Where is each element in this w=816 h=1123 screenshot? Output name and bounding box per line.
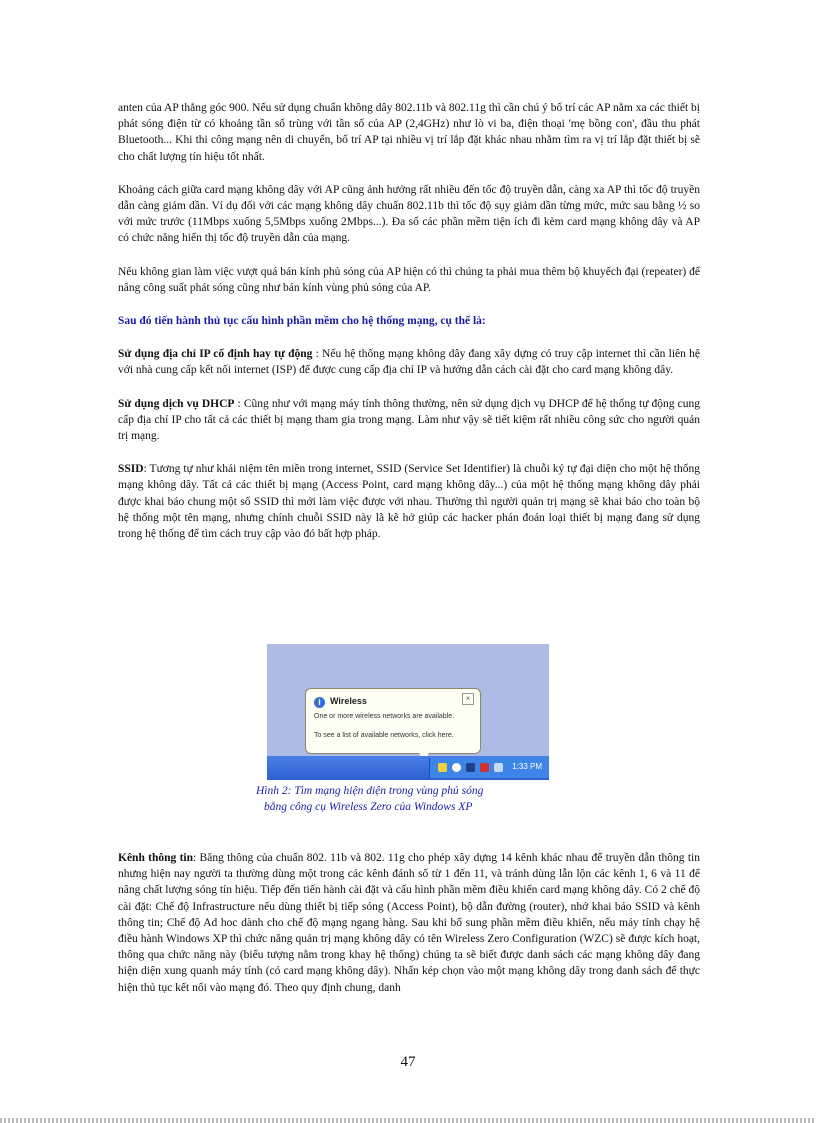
term-channel: Kênh thông tin — [118, 852, 194, 864]
wireless-notification-bubble[interactable] — [305, 688, 481, 754]
bubble-link[interactable]: To see a list of available networks, click here. — [314, 732, 454, 739]
paragraph-repeater: Nếu không gian làm việc vượt quá bán kính phủ sóng của AP hiện có thì chúng ta phải mua thêm bộ khuyếch đại (repeater) để nâng công suất phát sóng cũng như bán kính vùng phủ sóng của AP. — [118, 265, 700, 294]
taskbar-clock: 1:33 PM — [512, 762, 542, 771]
network-icon[interactable] — [452, 763, 461, 772]
paragraph-dhcp-text: : Cũng như với mạng máy tính thông thường, nên sử dụng dịch vụ DHCP để hệ thống tự động cung cấp địa chỉ IP cho tất cả các thiết bị mạng tham gia trong mạng. Làm như vậy sẽ tiết kiệm rất nhiều công sức cho người quản trị mạng. — [118, 397, 700, 443]
bubble-message: One or more wireless networks are available. — [314, 713, 455, 720]
info-icon: i — [314, 697, 325, 708]
wireless-network-icon[interactable] — [466, 763, 475, 772]
footer-rule — [0, 1118, 816, 1123]
caption-line-1: Hình 2: Tìm mạng hiện diện trong vùng phủ sóng — [256, 785, 484, 797]
close-icon[interactable]: × — [462, 693, 474, 705]
term-ssid: SSID — [118, 463, 144, 476]
bubble-title: Wireless — [330, 696, 367, 706]
paragraph-channel-text: : Băng thông của chuẩn 802. 11b và 802. 11g cho phép xây dựng 14 kênh khác nhau để truyền dẫn thông tin nhưng hiện nay người ta thường dùng một trong các kênh đánh số từ 1 đến 11, và tránh dùng lẫn lộn các kênh 1, 6 và 11 để nâng chất lượng sóng tín hiệu. Tiếp đến tiến hành cài đặt và cấu hình phần mềm điều khiển card mạng không dây. Có 2 chế độ cài đặt: Chế độ Infrastructure nếu dùng thiết bị tiếp sóng (Access Point), bộ dẫn đường (router), nhớ khai báo SSID và kênh thông tin; Chế độ Ad hoc dành cho chế độ mạng ngang hàng. Sau khi bổ sung phần mềm điều khiển, nếu máy tính chạy hệ điều hành Windows XP thì chức năng quản trị mạng không dây có tên Wireless Zero Configuration (WZC) sẽ được kích hoạt, thông qua chức năng này (biểu tượng nằm trong khay hệ thống) chúng ta sẽ biết được danh sách các mạng không dây đang hiện diện xung quanh máy tính (có card mạng không dây). Nhấn kép chọn vào một mạng không dây trong danh sách để thực hiện thủ tục kết nối vào mạng đó. Theo quy định chung, danh — [118, 852, 701, 994]
term-dhcp: Sử dụng dịch vụ DHCP — [118, 397, 235, 410]
paragraph-channel — [118, 850, 700, 996]
volume-icon[interactable] — [494, 763, 503, 772]
help-icon[interactable] — [438, 763, 447, 772]
taskbar — [267, 756, 549, 780]
figure-wireless-screenshot — [267, 644, 549, 780]
paragraph-ssid — [118, 461, 700, 542]
paragraph-static-ip-text: : Nếu hệ thống mạng không dây đang xây dựng có truy cập internet thì cần liên hệ với nhà cung cấp kết nối internet (ISP) để được cung cấp địa chỉ IP và hướng dẫn cách cài đặt cho card mạng không dây. — [118, 348, 700, 377]
term-static-ip: Sử dụng địa chỉ IP cố định hay tự động — [118, 348, 313, 361]
shield-icon[interactable] — [480, 763, 489, 772]
paragraph-dhcp — [118, 396, 700, 445]
system-tray — [429, 758, 549, 778]
paragraph-antenna: anten của AP thẳng góc 900. Nếu sử dụng chuẩn không dây 802.11b và 802.11g thì cần chú ý bố trí các AP nằm xa các thiết bị phát sóng điện từ có khoảng tần số trùng với tần số của AP (2,4GHz) như lò vi ba, điện thoại 'mẹ bồng con', đầu thu phát Bluetooth... Khi thi công mạng nên di chuyển, bố trí AP tại nhiều vị trí lắp đặt khác nhau nhằm tìm ra vị trí lắp đặt thiết bị sẽ cho chất lượng tín hiệu tốt nhất. — [118, 102, 700, 163]
document-body-bottom — [118, 850, 700, 1013]
paragraph-distance: Khoảng cách giữa card mạng không dây với AP cũng ảnh hưởng rất nhiều đến tốc độ truyền dẫn, càng xa AP thì tốc độ truyền dẫn càng giảm dần. Ví dụ đối với các mạng không dây chuẩn 802.11b thì tốc độ sụy giảm dần từng mức, mức sau bằng ½ so với mức trước (11Mbps xuống 5,5Mbps xuống 2Mbps...). Đa số các phần mềm tiện ích đi kèm card mạng không dây và AP có chức năng hiển thị tốc độ truyền dẫn của mạng. — [118, 183, 700, 245]
section-heading: Sau đó tiến hành thủ tục cấu hình phần mềm cho hệ thống mạng, cụ thể là: — [118, 315, 486, 328]
paragraph-static-ip — [118, 346, 700, 378]
caption-line-2: bằng công cụ Wireless Zero của Windows XP — [264, 801, 473, 813]
page-number: 47 — [400, 1054, 416, 1070]
figure-caption — [256, 783, 556, 815]
document-body-top — [118, 100, 700, 559]
paragraph-ssid-text: : Tương tự như khái niệm tên miền trong internet, SSID (Service Set Identifier) là chuỗi ký tự đại diện cho một hệ thống mạng không dây. Tất cả các thiết bị mạng (Access Point, card mạng không dây...) của một hệ thống mạng không dây phải được khai báo chung một số SSID thì mới làm việc được với nhau. Thường thì người quản trị mạng sẽ khai báo cho toàn bộ hệ thống một tên mạng, nhưng chính chuỗi SSID này lã kẽ hở giúp các hacker phán đoán loại thiết bị mạng đang sử dụng trong hệ thống để tìm cách truy cập vào đó bất hợp pháp. — [118, 463, 700, 541]
